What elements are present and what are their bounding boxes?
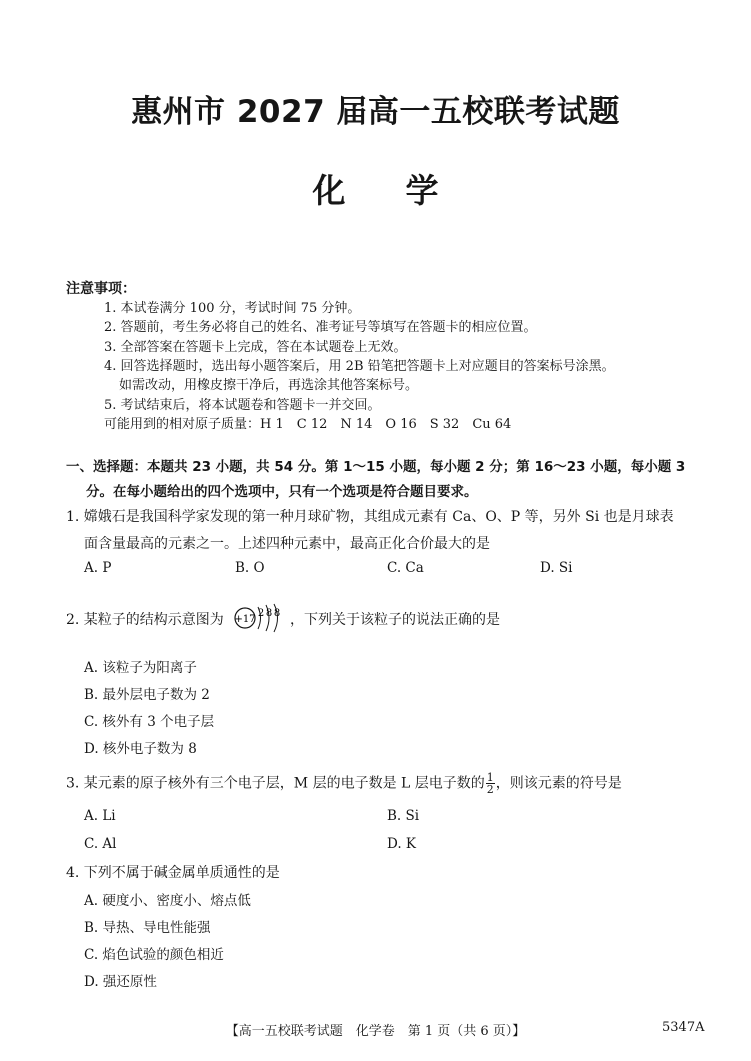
q2-option-c: C. 核外有 3 个电子层 [84,714,215,730]
q4-option-d: D. 强还原性 [84,974,157,990]
q2-stem-after: ，下列关于该粒子的说法正确的是 [290,612,500,628]
q1-option-d: D. Si [540,560,573,576]
exam-title: 惠州市 2027 届高一五校联考试题 [131,94,620,130]
notice-item: 3. 全部答案在答题卡上完成，答在本试题卷上无效。 [104,340,407,355]
paper-code: 5347A [662,1020,705,1035]
q3-stem-before: 3. 某元素的原子核外有三个电子层，M 层的电子数是 L 层电子数的 [66,775,485,792]
q1-option-b: B. O [235,560,265,576]
notice-item: 4. 回答选择题时，选出每小题答案后，用 2B 铅笔把答题卡上对应题目的答案标号涂黑。 [104,359,615,374]
q4-option-c: C. 焰色试验的颜色相近 [84,947,224,963]
notice-item: 如需改动，用橡皮擦干净后，再选涂其他答案标号。 [119,378,419,393]
q1-option-c: C. Ca [387,560,424,576]
q3-stem-after: ，则该元素的符号是 [495,775,622,792]
shell-electrons-1: 2 [257,608,265,619]
notice-heading: 注意事项： [66,281,136,297]
q3-stem [66,772,622,795]
q1-option-a: A. P [84,560,112,576]
q2-stem-before: 2. 某粒子的结构示意图为 [66,612,224,628]
shell-electrons-2: 8 [265,608,273,619]
q4-stem: 4. 下列不属于碱金属单质通性的是 [66,865,280,881]
subject-title: 化学 [312,171,499,210]
q2-option-b: B. 最外层电子数为 2 [84,687,210,703]
fraction-denominator: 2 [486,783,494,796]
q3-option-a: A. Li [84,808,116,824]
q2-option-a: A. 该粒子为阳离子 [84,660,197,676]
notice-item: 2. 答题前，考生务必将自己的姓名、准考证号等填写在答题卡的相应位置。 [104,320,537,335]
section-line-2: 分。在每小题给出的四个选项中，只有一个选项是符合题目要求。 [86,484,478,500]
section-line-1: 一、选择题：本题共 23 小题，共 54 分。第 1～15 小题，每小题 2 分；第 16～23 小题，每小题 3 [66,459,686,475]
nucleus-charge: +17 [234,614,256,625]
notice-item: 1. 本试卷满分 100 分，考试时间 75 分钟。 [104,301,361,316]
q3-option-b: B. Si [387,808,420,824]
page-footer: 【高一五校联考试题 化学卷 第 1 页（共 6 页）】 [225,1024,526,1039]
fraction-numerator: 1 [486,771,494,784]
atomic-masses: 可能用到的相对原子质量：H 1 C 12 N 14 O 16 S 32 Cu 64 [104,417,512,432]
q3-option-d: D. K [387,836,417,852]
shell-electrons-3: 8 [273,608,281,619]
q1-stem-line1: 1. 嫦娥石是我国科学家发现的第一种月球矿物，其组成元素有 Ca、O、P 等，另外 Si 也是月球表 [66,509,674,525]
q4-option-a: A. 硬度小、密度小、熔点低 [84,893,251,909]
q2-option-d: D. 核外电子数为 8 [84,741,197,757]
notice-item: 5. 考试结束后，将本试题卷和答题卡一并交回。 [104,398,381,413]
q1-stem-line2: 面含量最高的元素之一。上述四种元素中，最高正化合价最大的是 [84,536,490,552]
atom-structure-diagram [232,601,290,635]
q4-option-b: B. 导热、导电性能强 [84,920,211,936]
fraction-one-half [486,772,495,795]
section-heading [66,455,706,505]
q3-option-c: C. Al [84,836,117,852]
